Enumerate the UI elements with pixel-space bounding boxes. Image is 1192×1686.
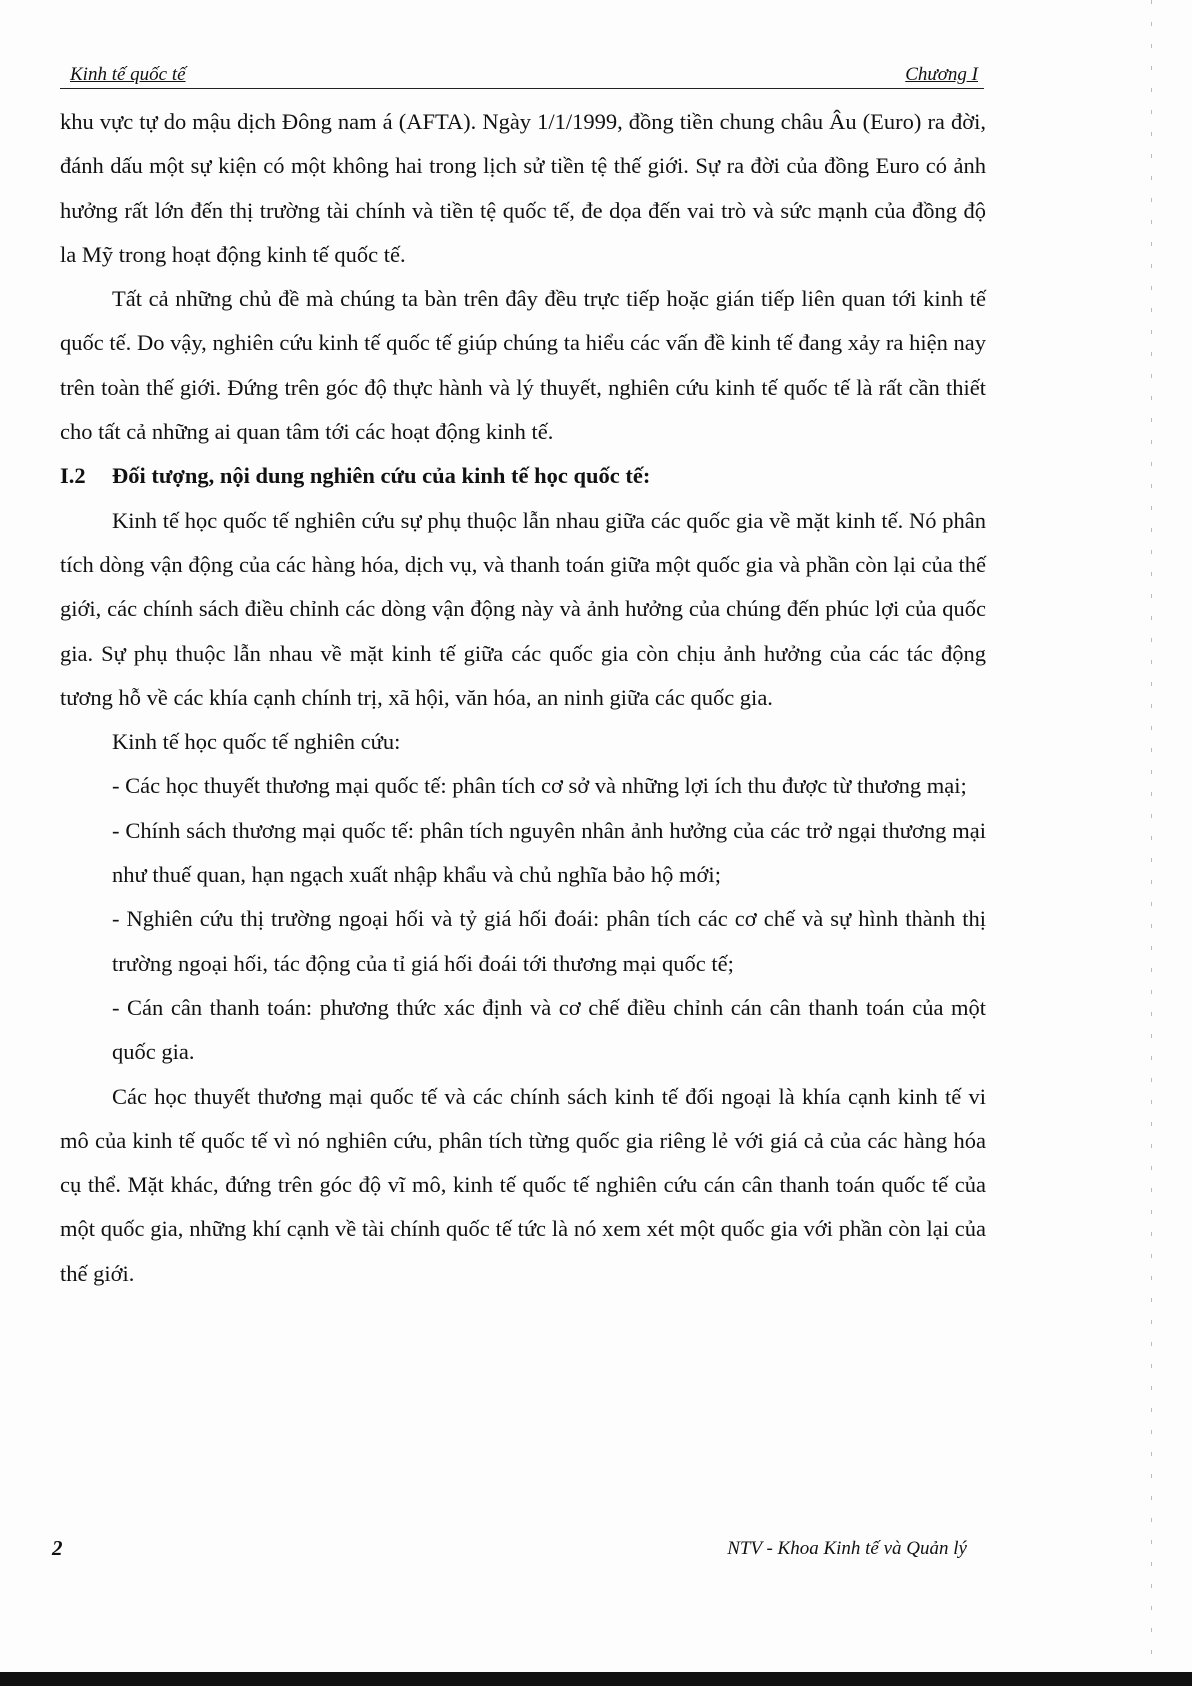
section-title: Đối tượng, nội dung nghiên cứu của kinh tế học quốc tế:: [112, 463, 651, 489]
list-item: - Nghiên cứu thị trường ngoại hối và tỷ giá hối đoái: phân tích các cơ chế và sự hình thành thị trường ngoại hối, tác động của tỉ giá hối đoái tới thương mại quốc tế;: [112, 906, 986, 976]
page-number: 2: [52, 1536, 63, 1560]
scan-edge-mark: [1151, 0, 1152, 1660]
paragraph-list-intro: Kinh tế học quốc tế nghiên cứu:: [112, 729, 401, 755]
page-body: [60, 100, 986, 1296]
header-chapter: Chương I: [905, 64, 978, 85]
header-book-title: Kinh tế quốc tế: [70, 64, 186, 85]
section-heading: [60, 454, 986, 498]
list-item: - Cán cân thanh toán: phương thức xác định và cơ chế điều chỉnh cán cân thanh toán của một quốc gia.: [112, 994, 986, 1065]
list-item: - Chính sách thương mại quốc tế: phân tích nguyên nhân ảnh hưởng của các trở ngại thương mại như thuế quan, hạn ngạch xuất nhập khẩu và chủ nghĩa bảo hộ mới;: [112, 817, 986, 888]
paragraph-micro-macro: Các học thuyết thương mại quốc tế và các chính sách kinh tế đối ngoại là khía cạnh kinh tế vi mô của kinh tế quốc tế vì nó nghiên cứu, phân tích từng quốc gia riêng lẻ với giá cả của các hàng hóa cụ thể. Mặt khác, đứng trên góc độ vĩ mô, kinh tế quốc tế nghiên cứu cán cân thanh toán quốc tế của một quốc gia, những khí cạnh về tài chính quốc tế tức là nó xem xét một quốc gia với phần còn lại của thế giới.: [60, 1083, 986, 1286]
scan-bottom-border: [0, 1672, 1192, 1686]
section-number: I.2: [60, 463, 86, 489]
running-header: [60, 60, 984, 89]
paragraph-topics: Tất cả những chủ đề mà chúng ta bàn trên đây đều trực tiếp hoặc gián tiếp liên quan tới kinh tế quốc tế. Do vậy, nghiên cứu kinh tế quốc tế giúp chúng ta hiểu các vấn đề kinh tế đang xảy ra hiện nay trên toàn thế giới. Đứng trên góc độ thực hành và lý thuyết, nghiên cứu kinh tế quốc tế là rất cần thiết cho tất cả những ai quan tâm tới các hoạt động kinh tế.: [60, 286, 986, 445]
footer-author: NTV - Khoa Kinh tế và Quản lý: [727, 1538, 967, 1559]
paragraph-intro: khu vực tự do mậu dịch Đông nam á (AFTA). Ngày 1/1/1999, đồng tiền chung châu Âu (Euro) ra đời, đánh dấu một sự kiện có một không hai trong lịch sử tiền tệ thế giới. Sự ra đời của đồng Euro có ảnh hưởng rất lớn đến thị trường tài chính và tiền tệ quốc tế, đe dọa đến vai trò và sức mạnh của đồng độ la Mỹ trong hoạt động kinh tế quốc tế.: [60, 109, 986, 267]
paragraph-definition: Kinh tế học quốc tế nghiên cứu sự phụ thuộc lẫn nhau giữa các quốc gia về mặt kinh tế. Nó phân tích dòng vận động của các hàng hóa, dịch vụ, và thanh toán giữa một quốc gia và phần còn lại của thế giới, các chính sách điều chỉnh các dòng vận động này và ảnh hưởng của chúng đến phúc lợi của quốc gia. Sự phụ thuộc lẫn nhau về mặt kinh tế giữa các quốc gia còn chịu ảnh hưởng của các tác động tương hỗ về các khía cạnh chính trị, xã hội, văn hóa, an ninh giữa các quốc gia.: [60, 507, 986, 710]
list-item: - Các học thuyết thương mại quốc tế: phân tích cơ sở và những lợi ích thu được từ thương mại;: [112, 773, 967, 799]
